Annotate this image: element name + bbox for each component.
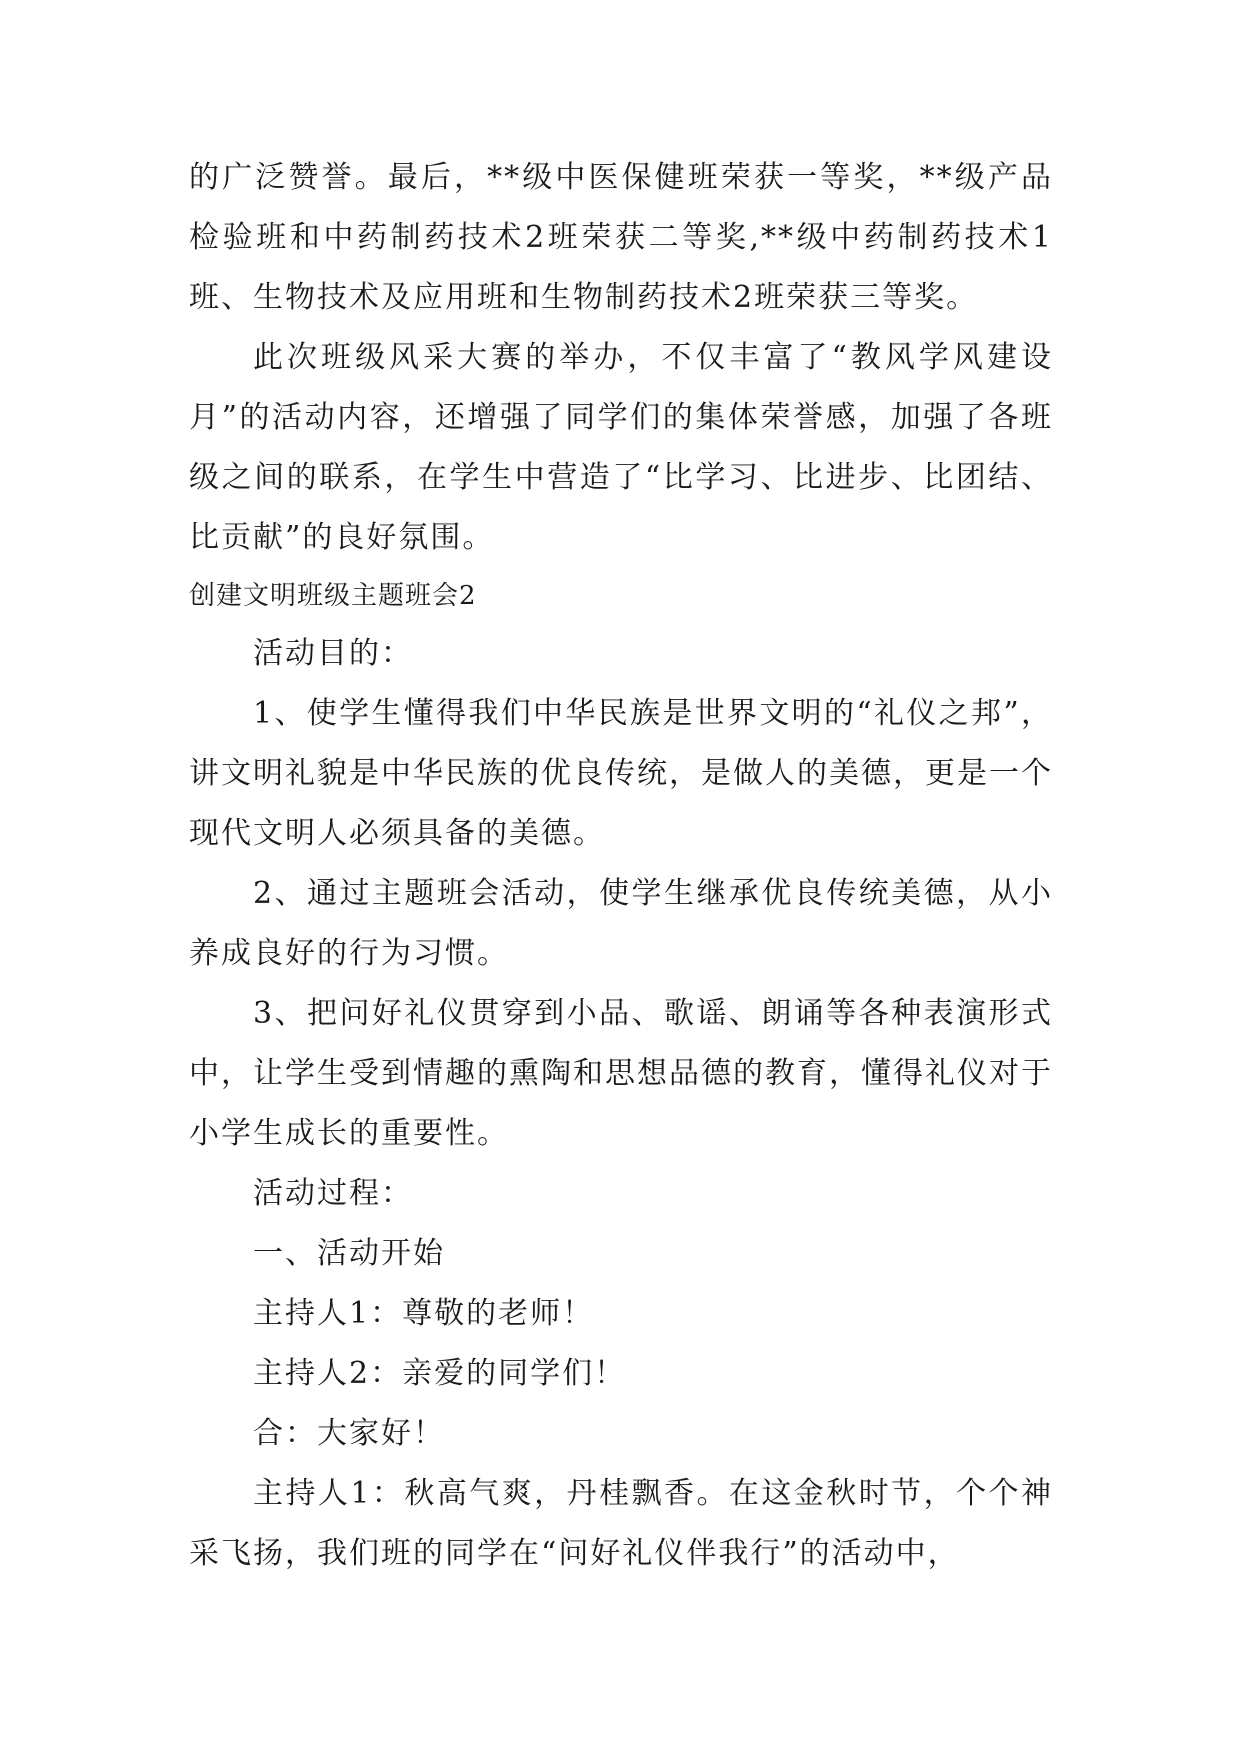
paragraph-host2-greeting: 主持人2：亲爱的同学们！ bbox=[253, 1356, 627, 1391]
paragraph-host1-opening: 主持人1：秋高气爽，丹桂飘香。在这金秋时节，个个神采飞扬，我们班的同学在“问好礼仪伴我行”的活动中， bbox=[189, 1476, 1053, 1571]
paragraph-purpose-heading: 活动目的： bbox=[253, 636, 413, 671]
paragraph-award-results: 的广泛赞誉。最后，**级中医保健班荣获一等奖，**级产品检验班和中药制药技术2班荣获二等奖,**级中药制药技术1班、生物技术及应用班和生物制药技术2班荣获三等奖。 bbox=[189, 160, 1053, 315]
paragraph-together-greeting: 合：大家好！ bbox=[253, 1416, 445, 1451]
paragraph-purpose-2: 2、通过主题班会活动，使学生继承优良传统美德，从小养成良好的行为习惯。 bbox=[189, 876, 1053, 971]
section-title: 创建文明班级主题班会2 bbox=[189, 581, 477, 611]
paragraph-process-heading: 活动过程： bbox=[253, 1176, 413, 1211]
paragraph-purpose-1: 1、使学生懂得我们中华民族是世界文明的“礼仪之邦”，讲文明礼貌是中华民族的优良传统，是做人的美德，更是一个现代文明人必须具备的美德。 bbox=[189, 696, 1053, 851]
paragraph-purpose-3: 3、把问好礼仪贯穿到小品、歌谣、朗诵等各种表演形式中，让学生受到情趣的熏陶和思想品德的教育，懂得礼仪对于小学生成长的重要性。 bbox=[189, 996, 1053, 1151]
paragraph-step-1: 一、活动开始 bbox=[253, 1236, 445, 1271]
document-body bbox=[189, 148, 1053, 1584]
paragraph-contest-summary: 此次班级风采大赛的举办，不仅丰富了“教风学风建设月”的活动内容，还增强了同学们的集体荣誉感，加强了各班级之间的联系，在学生中营造了“比学习、比进步、比团结、比贡献”的良好氛围。 bbox=[189, 340, 1053, 555]
paragraph-host1-greeting: 主持人1：尊敬的老师！ bbox=[253, 1296, 595, 1331]
